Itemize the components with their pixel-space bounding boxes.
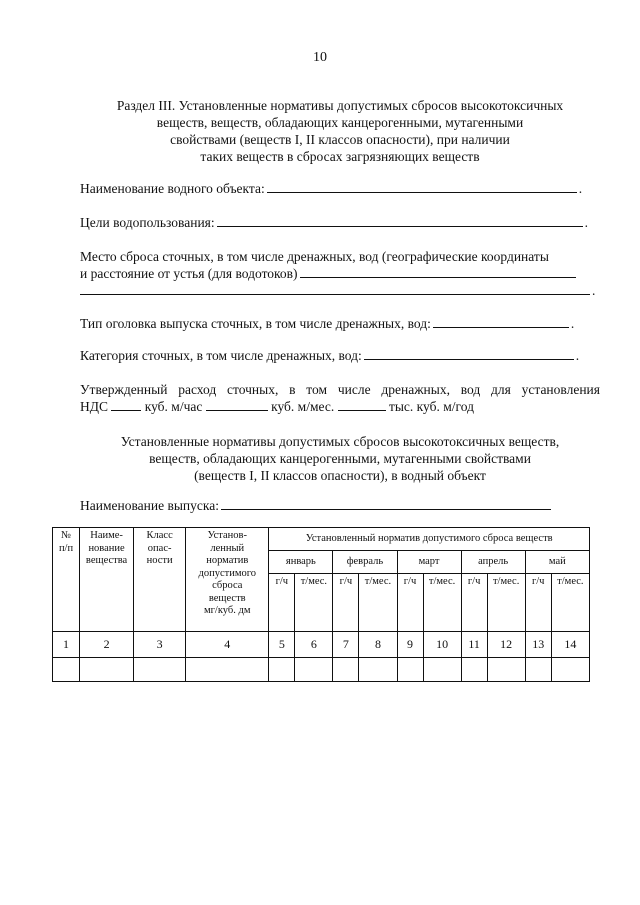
column-number: 2 — [80, 632, 134, 658]
unit-tm: т/мес. — [487, 574, 525, 632]
column-number: 10 — [423, 632, 461, 658]
wastewater-category-blank[interactable] — [364, 347, 574, 360]
column-number: 6 — [295, 632, 333, 658]
column-number: 8 — [359, 632, 397, 658]
outlet-name-field — [80, 497, 600, 514]
table-header-row — [53, 528, 590, 551]
unit-year: тыс. куб. м/год — [388, 399, 474, 414]
table-cell[interactable] — [53, 658, 80, 682]
water-body-field: Наименование водного объекта: . — [80, 181, 583, 196]
outlet-name-label: Наименование выпуска: — [80, 498, 219, 513]
outlet-head-type-label: Тип оголовка выпуска сточных, в том числе дренажных, вод: — [80, 316, 431, 331]
discharge-norms-table — [52, 527, 590, 682]
unit-month: куб. м/мес. — [271, 399, 335, 414]
unit-tm: т/мес. — [423, 574, 461, 632]
col-header-class: Класс опас- ности — [134, 528, 186, 632]
table-cell[interactable] — [80, 658, 134, 682]
water-use-goals-blank[interactable] — [217, 214, 583, 227]
unit-tm: т/мес. — [359, 574, 397, 632]
table-cell[interactable] — [487, 658, 525, 682]
column-number: 12 — [487, 632, 525, 658]
column-number: 5 — [269, 632, 295, 658]
subsection-title — [70, 433, 610, 484]
unit-gh: г/ч — [333, 574, 359, 632]
section-title-line: Раздел III. Установленные нормативы допустимых сбросов высокотоксичных — [116, 98, 564, 113]
table-cell[interactable] — [397, 658, 423, 682]
subsection-title-line: (веществ I, II классов опасности), в водный объект — [194, 468, 486, 483]
column-number: 4 — [186, 632, 269, 658]
flow-year-blank[interactable] — [338, 398, 386, 411]
discharge-place-blank[interactable] — [300, 265, 576, 278]
table-cell[interactable] — [359, 658, 397, 682]
section-title-line: веществ, веществ, обладающих канцерогенными, мутагенными — [156, 115, 524, 130]
column-number: 13 — [525, 632, 551, 658]
month-header: март — [397, 551, 461, 574]
flow-month-blank[interactable] — [206, 398, 268, 411]
month-header: февраль — [333, 551, 397, 574]
unit-gh: г/ч — [461, 574, 487, 632]
discharge-place-line1: Место сброса сточных, в том числе дренажных, вод (географические координаты — [80, 249, 549, 264]
page-number: 10 — [313, 50, 327, 65]
outlet-head-type-blank[interactable] — [433, 315, 569, 328]
column-number: 14 — [551, 632, 589, 658]
unit-gh: г/ч — [269, 574, 295, 632]
wastewater-category-label: Категория сточных, в том числе дренажных, вод: — [80, 348, 362, 363]
col-header-norm: Установ- ленный норматив допустимого сброса веществ мг/куб. дм — [186, 528, 269, 632]
wastewater-category-field: Категория сточных, в том числе дренажных, вод: . — [80, 348, 580, 363]
ndc-label: НДС — [80, 399, 108, 414]
table-cell[interactable] — [423, 658, 461, 682]
discharge-place-line2: и расстояние от устья (для водотоков) — [80, 266, 298, 281]
table-cell[interactable] — [134, 658, 186, 682]
section-title-line: таких веществ в сбросах загрязняющих веществ — [200, 149, 480, 164]
section-title — [70, 97, 610, 165]
table-cell[interactable] — [525, 658, 551, 682]
outlet-head-type-field: Тип оголовка выпуска сточных, в том числе дренажных, вод: . — [80, 316, 575, 331]
table-cell[interactable] — [295, 658, 333, 682]
water-body-blank[interactable] — [267, 180, 577, 193]
outlet-name-blank[interactable] — [221, 497, 551, 510]
column-numbers-row — [53, 632, 590, 658]
column-number: 11 — [461, 632, 487, 658]
table-cell[interactable] — [333, 658, 359, 682]
approved-flow-field — [80, 381, 600, 415]
month-header: апрель — [461, 551, 525, 574]
unit-gh: г/ч — [397, 574, 423, 632]
unit-gh: г/ч — [525, 574, 551, 632]
col-header-name: Наиме- нование вещества — [80, 528, 134, 632]
unit-tm: т/мес. — [295, 574, 333, 632]
table-cell[interactable] — [461, 658, 487, 682]
discharge-place-field: Место сброса сточных, в том числе дренажных, вод (географические координаты и расстояние от устья (для водотоков) . — [80, 248, 600, 299]
table-row — [53, 658, 590, 682]
column-number: 3 — [134, 632, 186, 658]
table-cell[interactable] — [269, 658, 295, 682]
discharge-place-blank-2[interactable] — [80, 282, 590, 295]
approved-flow-line1: Утвержденный расход сточных, в том числе дренажных, вод для установления — [80, 382, 600, 397]
unit-hour: куб. м/час — [144, 399, 203, 414]
col-header-num: № п/п — [53, 528, 80, 632]
column-number: 1 — [53, 632, 80, 658]
unit-tm: т/мес. — [551, 574, 589, 632]
group-header: Установленный норматив допустимого сброса веществ — [269, 528, 590, 551]
table-cell[interactable] — [186, 658, 269, 682]
month-header: январь — [269, 551, 333, 574]
column-number: 7 — [333, 632, 359, 658]
column-number: 9 — [397, 632, 423, 658]
subsection-title-line: веществ, обладающих канцерогенными, мутагенными свойствами — [149, 451, 531, 466]
table-cell[interactable] — [551, 658, 589, 682]
water-use-goals-field: Цели водопользования: . — [80, 215, 589, 230]
water-body-label: Наименование водного объекта: — [80, 181, 265, 196]
water-use-goals-label: Цели водопользования: — [80, 215, 215, 230]
subsection-title-line: Установленные нормативы допустимых сбросов высокотоксичных веществ, — [120, 434, 560, 449]
month-header: май — [525, 551, 589, 574]
flow-hour-blank[interactable] — [111, 398, 141, 411]
section-title-line: свойствами (веществ I, II классов опасности), при наличии — [170, 132, 510, 147]
